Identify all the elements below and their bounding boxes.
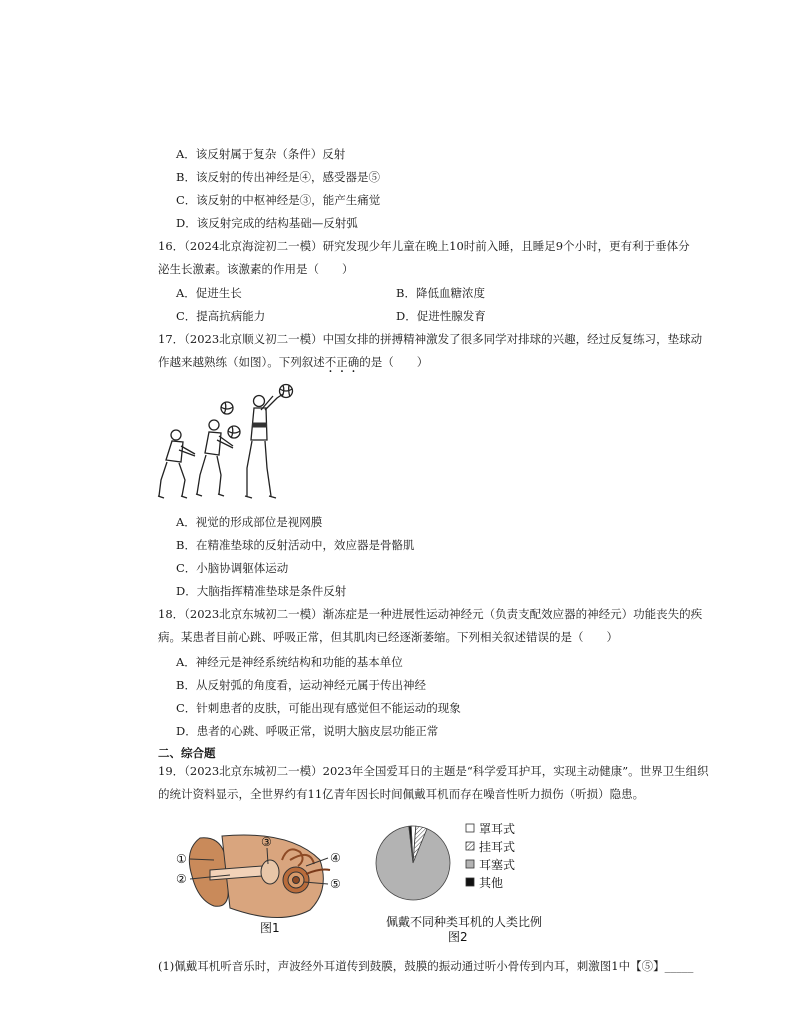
q17-option-d: D．大脑指挥精准垫球是条件反射 xyxy=(176,584,347,598)
section-title: 二、综合题 xyxy=(158,746,216,760)
legend-swatch-4 xyxy=(466,878,474,886)
q18-stem-line2: 病。某患者目前心跳、呼吸正常，但其肌肉已经逐渐萎缩。下列相关叙述错误的是（ ） xyxy=(158,630,618,644)
q18-option-c: C．针刺患者的皮肤，可能出现有感觉但不能运动的现象 xyxy=(176,701,461,715)
pie-chart-title: 佩戴不同种类耳机的人类比例 xyxy=(386,915,543,929)
q16-option-a: A．促进生长 xyxy=(176,286,242,300)
q18-option-d: D．患者的心跳、呼吸正常，说明大脑皮层功能正常 xyxy=(176,724,439,738)
q18-stem-line1: 18．（2023北京东城初二一模）渐冻症是一种进展性运动神经元（负责支配效应器的神经元）功能丧失的疾 xyxy=(158,607,703,621)
legend-swatch-2 xyxy=(466,842,474,850)
ear-anatomy-figure xyxy=(170,830,360,938)
fig1-caption: 图1 xyxy=(260,921,280,935)
q17-stem-line1: 17．（2023北京顺义初二一模）中国女排的拼搏精神激发了很多同学对排球的兴趣，经过反复练习，垫球动 xyxy=(158,332,703,346)
q16-option-b: B．降低血糖浓度 xyxy=(396,286,485,300)
legend-swatch-3 xyxy=(466,860,474,868)
q17-option-a: A．视觉的形成部位是视网膜 xyxy=(176,515,323,529)
q18-option-b: B．从反射弧的角度看，运动神经元属于传出神经 xyxy=(176,678,426,692)
q17-option-c: C．小脑协调躯体运动 xyxy=(176,561,289,575)
ear-label-4: ④ xyxy=(330,851,341,865)
q19-stem-line2: 的统计资料显示，全世界约有11亿青年因长时间佩戴耳机而存在噪音性听力损伤（听损）隐患。 xyxy=(158,787,645,801)
legend-label-1: 罩耳式 xyxy=(479,822,516,836)
q16-stem-line2: 泌生长激素。该激素的作用是（ ） xyxy=(158,262,354,276)
legend-swatch-1 xyxy=(466,824,474,832)
q19-sub1: (1)佩戴耳机听音乐时，声波经外耳道传到鼓膜，鼓膜的振动通过听小骨传到内耳，刺激图1中【⑤】_____ xyxy=(158,959,694,973)
q19-stem-line1: 19．（2023北京东城初二一模）2023年全国爱耳日的主题是“科学爱耳护耳，实现主动健康”。世界卫生组织 xyxy=(158,764,709,778)
q15-option-c: C．该反射的中枢神经是③，能产生痛觉 xyxy=(176,193,381,207)
ear-label-2: ② xyxy=(176,872,187,886)
legend-label-3: 耳塞式 xyxy=(479,858,516,872)
q18-option-a: A．神经元是神经系统结构和功能的基本单位 xyxy=(176,655,403,669)
q16-option-d: D．促进性腺发育 xyxy=(396,309,486,323)
legend-label-2: 挂耳式 xyxy=(479,840,516,854)
fig2-caption: 图2 xyxy=(448,930,468,944)
ear-label-1: ① xyxy=(176,852,187,866)
q17-option-b: B．在精准垫球的反射活动中，效应器是骨骼肌 xyxy=(176,538,415,552)
volleyball-players-figure xyxy=(155,380,300,502)
q15-option-b: B．该反射的传出神经是④，感受器是⑤ xyxy=(176,170,380,184)
ear-label-5: ⑤ xyxy=(330,877,341,891)
q16-option-c: C．提高抗病能力 xyxy=(176,309,266,323)
headphone-pie-chart xyxy=(368,818,588,944)
q17-stem-line2: 作越来越熟练（如图）。下列叙述不正确的是（ ） xyxy=(158,355,429,369)
q15-option-d: D．该反射完成的结构基础—反射弧 xyxy=(176,216,358,230)
ear-label-3: ③ xyxy=(261,835,272,849)
q15-option-a: A．该反射属于复杂（条件）反射 xyxy=(176,147,346,161)
legend-label-4: 其他 xyxy=(479,876,504,890)
q16-stem-line1: 16．（2024北京海淀初二一模）研究发现少年儿童在晚上10时前入睡，且睡足9个小时，更有利于垂体分 xyxy=(158,239,690,253)
